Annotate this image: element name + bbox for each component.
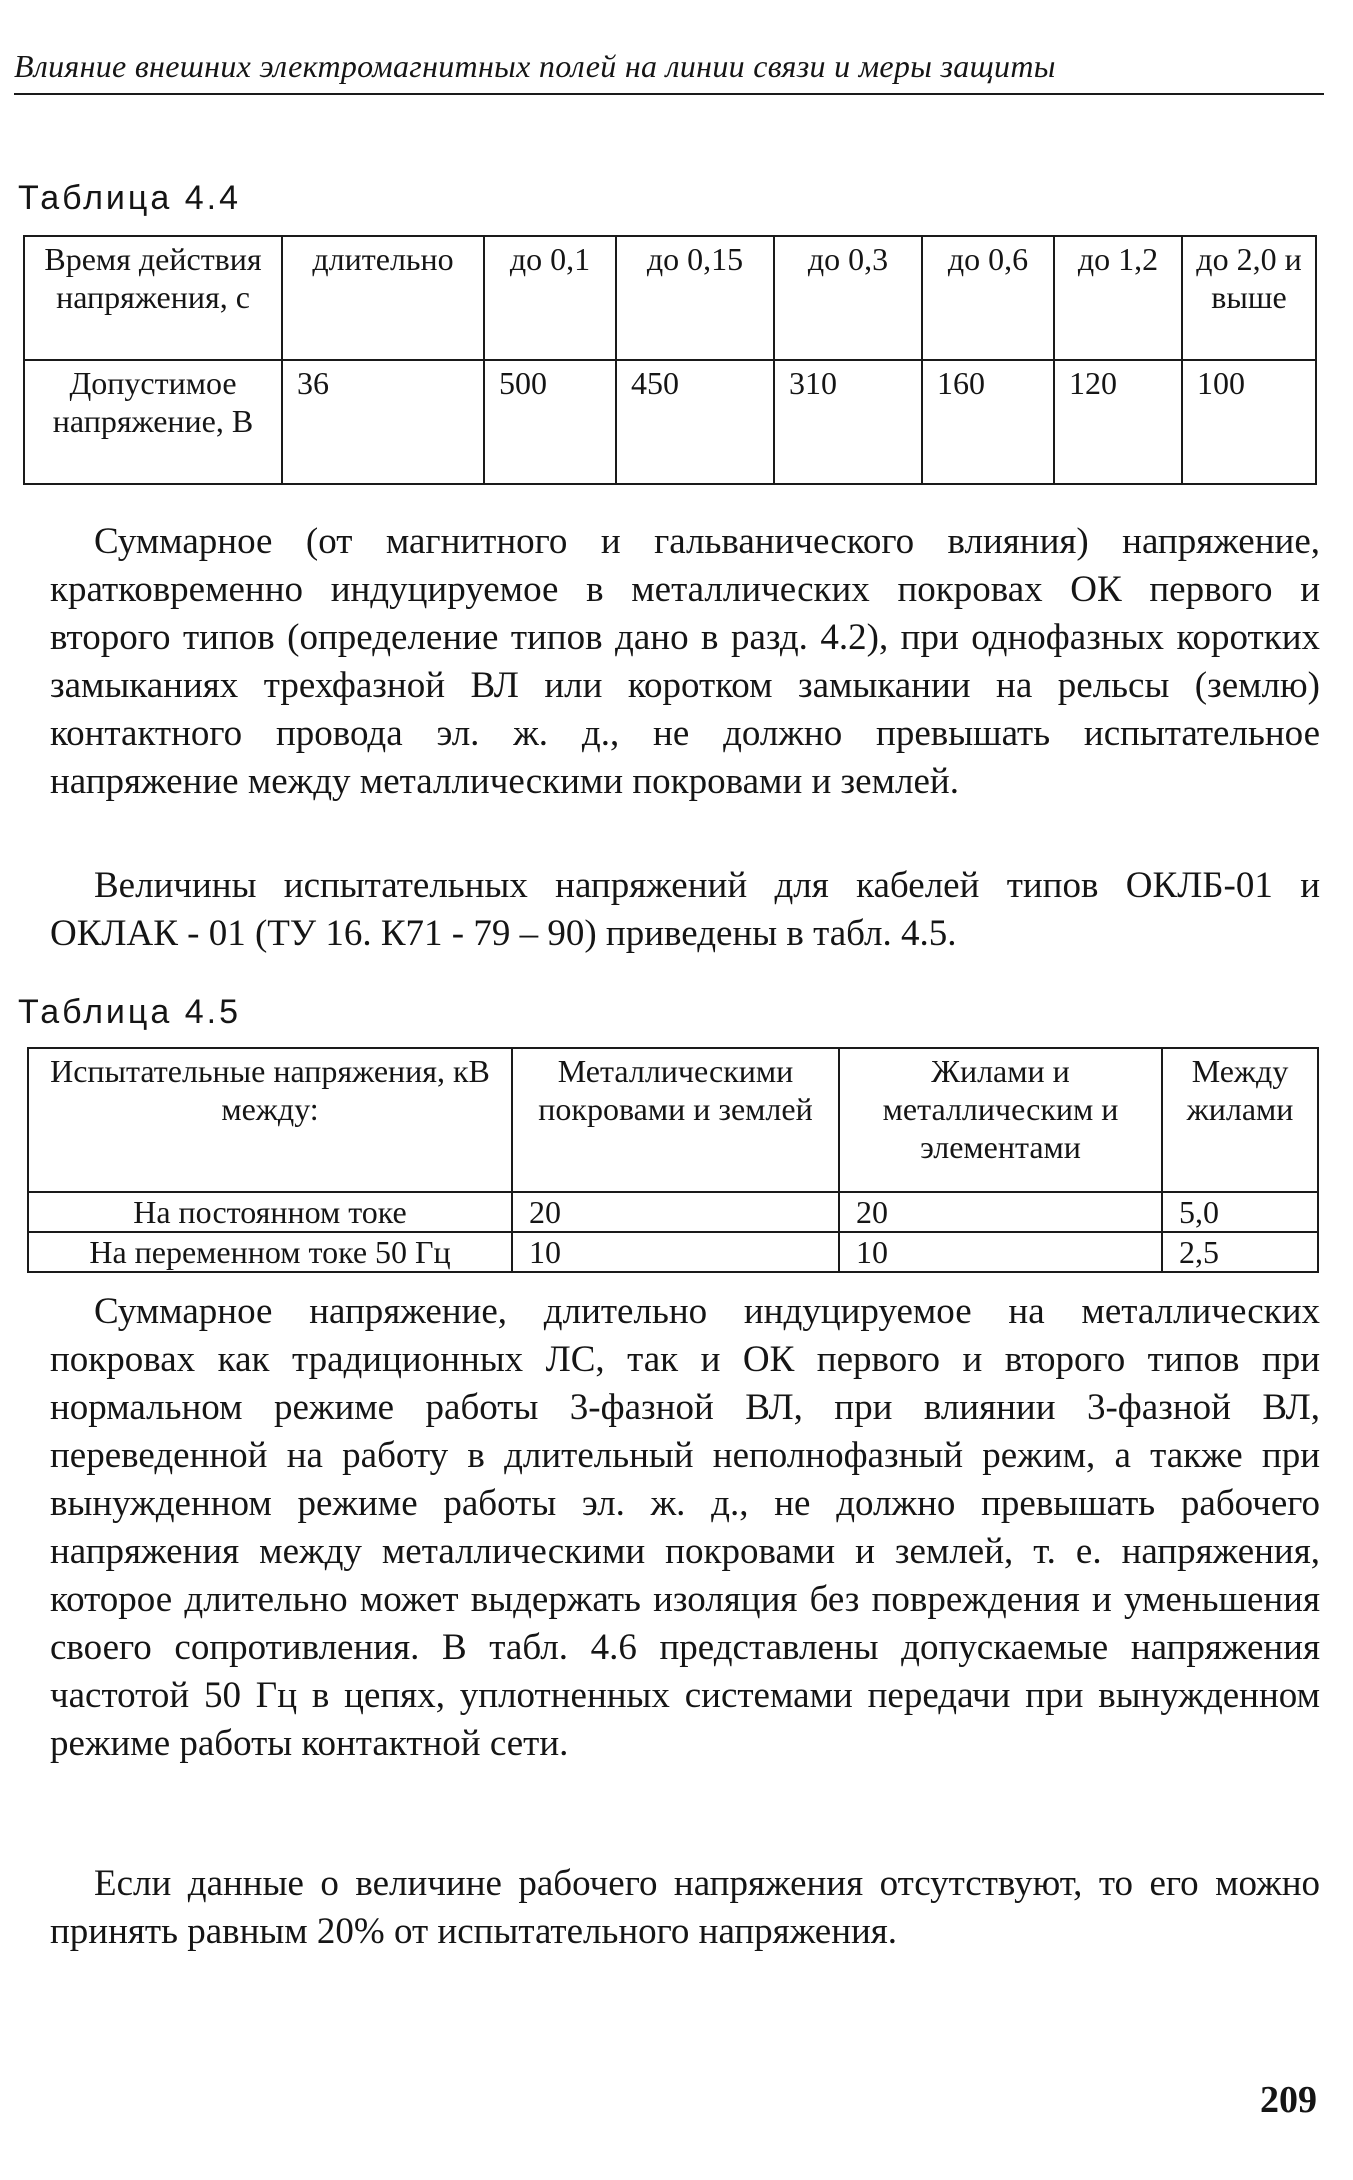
table-4-4-value-cell: 100 (1182, 360, 1316, 484)
table-4-4-header-cell: длительно (282, 236, 484, 360)
table-4-5-value-cell: 5,0 (1162, 1192, 1318, 1232)
table-4-5-value-cell: 20 (839, 1192, 1162, 1232)
table-4-5-value-cell: 2,5 (1162, 1232, 1318, 1272)
table-4-4 (23, 235, 1317, 485)
paragraph: Если данные о величине рабочего напряжения отсутствуют, то его можно принять равным 20% от испытательного напряжения. (50, 1863, 1320, 1952)
table-row (28, 1192, 1318, 1232)
table-4-5-value-cell: 10 (839, 1232, 1162, 1272)
paragraph: Величины испытательных напряжений для кабелей типов ОКЛБ-01 и ОКЛАК - 01 (ТУ 16. К71 - 79 – 90) приведены в табл. 4.5. (50, 865, 1320, 954)
table-4-4-header-cell: до 0,15 (616, 236, 774, 360)
table-row (28, 1232, 1318, 1272)
table-4-4-value-cell: 450 (616, 360, 774, 484)
header-rule (14, 93, 1324, 95)
table-4-4-value-cell: 120 (1054, 360, 1182, 484)
table-4-4-value-cell: 310 (774, 360, 922, 484)
table-4-5-header-cell: Испытательные напряжения, кВ между: (28, 1048, 512, 1192)
table-4-4-header-cell: до 0,6 (922, 236, 1054, 360)
table-4-4-value-cell: 160 (922, 360, 1054, 484)
table-4-5-header-cell: Жилами и металлическим и элементами (839, 1048, 1162, 1192)
table-4-4-caption: Таблица 4.4 (18, 179, 242, 217)
table-4-4-header-row (24, 236, 1316, 360)
table-4-4-row-label: Время действия напряжения, с (24, 236, 282, 360)
table-4-5-header-cell: Металлическими покровами и землей (512, 1048, 839, 1192)
table-4-4-row-label: Допустимое напряжение, В (24, 360, 282, 484)
table-4-5-caption: Таблица 4.5 (18, 993, 242, 1031)
table-4-4-header-cell: до 0,1 (484, 236, 616, 360)
table-4-5-row-label: На постоянном токе (28, 1192, 512, 1232)
table-4-4-value-cell: 36 (282, 360, 484, 484)
table-4-4-header-cell: до 0,3 (774, 236, 922, 360)
paragraph: Суммарное (от магнитного и гальванического влияния) напряжение, кратковременно индуцируемое в металлических покровах ОК первого и второго типов (определение типов дано в разд. 4.2), при однофазных коротких замыканиях трехфазной ВЛ или коротком замыкании на рельсы (землю) контактного провода эл. ж. д., не должно превышать испытательное напряжение между металлическими покровами и землей. (50, 521, 1320, 802)
table-4-5-value-cell: 10 (512, 1232, 839, 1272)
table-4-5-value-cell: 20 (512, 1192, 839, 1232)
paragraph: Суммарное напряжение, длительно индуцируемое на металлических покровах как традиционных ЛС, так и ОК первого и второго типов при нормальном режиме работы 3-фазной ВЛ, при влиянии 3-фазной ВЛ, переведенной на работу в длительный неполнофазный режим, а также при вынужденном режиме работы эл. ж. д., не должно превышать рабочего напряжения между металлическими покровами и землей, т. е. напряжения, которое длительно может выдержать изоляция без повреждения и уменьшения своего сопротивления. В табл. 4.6 представлены допускаемые напряжения частотой 50 Гц в цепях, уплотненных системами передачи при вынужденном режиме работы контактной сети. (50, 1291, 1320, 1764)
table-4-5-header-cell: Между жилами (1162, 1048, 1318, 1192)
table-4-4-header-cell: до 1,2 (1054, 236, 1182, 360)
table-4-5 (27, 1047, 1319, 1273)
table-4-4-value-row (24, 360, 1316, 484)
table-4-5-row-label: На переменном токе 50 Гц (28, 1232, 512, 1272)
table-4-4-value-cell: 500 (484, 360, 616, 484)
page-number: 209 (1260, 2079, 1317, 2121)
table-4-5-header-row (28, 1048, 1318, 1192)
table-4-4-header-cell: до 2,0 и выше (1182, 236, 1316, 360)
running-header: Влияние внешних электромагнитных полей на линии связи и меры защиты (14, 48, 1056, 84)
